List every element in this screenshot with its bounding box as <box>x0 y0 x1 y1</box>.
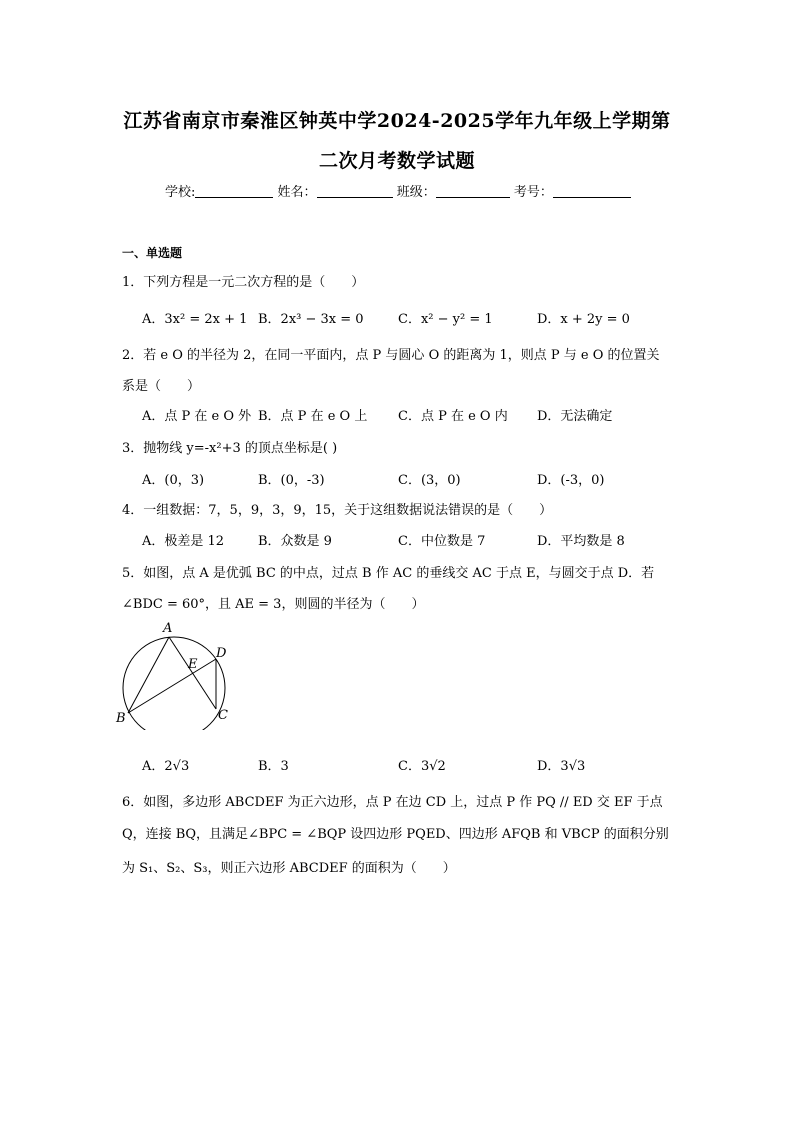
q2-option-d: D．无法确定 <box>537 409 613 424</box>
q6-stem-line2: Q，连接 BQ，且满足∠BPC = ∠BQP 设四边形 PQED、四边形 AFQB 和 VBCP 的面积分别 <box>122 827 669 842</box>
number-label: 考号： <box>513 185 553 200</box>
class-blank <box>436 184 510 198</box>
q4-option-c: C．中位数是 7 <box>398 534 486 549</box>
q5-label-e: E <box>188 657 198 672</box>
q4-option-d: D．平均数是 8 <box>537 534 625 549</box>
q2-stem-line2: 系是（ ） <box>122 379 201 394</box>
q6-stem-line1: 6．如图，多边形 ABCDEF 为正六边形，点 P 在边 CD 上，过点 P 作 PQ // ED 交 EF 于点 <box>122 795 663 810</box>
section-heading: 一、单选题 <box>122 246 183 260</box>
q1-option-d: D．x + 2y = 0 <box>537 312 630 327</box>
q1-option-c: C．x² − y² = 1 <box>398 312 493 327</box>
school-blank <box>195 184 273 198</box>
q5-circle <box>123 637 225 730</box>
exam-title-line2: 二次月考数学试题 <box>318 150 475 172</box>
q1-stem: 1．下列方程是一元二次方程的是（ ） <box>122 275 365 290</box>
q3-option-d: D．(-3，0) <box>537 473 605 488</box>
q5-label-c: C <box>218 708 228 723</box>
q5-option-d: D．3√3 <box>537 759 586 774</box>
q2-stem-line1: 2．若 e O 的半径为 2，在同一平面内，点 P 与圆心 O 的距离为 1，则点 P 与 e O 的位置关 <box>122 348 660 363</box>
q2-option-a: A．点 P 在 e O 外 <box>142 409 252 424</box>
name-label: 姓名： <box>277 185 317 200</box>
q5-segment-bd <box>128 659 216 713</box>
q5-label-d: D <box>216 646 227 661</box>
q5-option-a: A．2√3 <box>142 759 190 774</box>
q2-option-c: C．点 P 在 e O 内 <box>398 409 508 424</box>
q5-segment-ab <box>128 637 169 713</box>
q5-stem-line2: ∠BDC = 60°，且 AE = 3，则圆的半径为（ ） <box>122 597 425 612</box>
q6-stem-line3: 为 S₁、S₂、S₃，则正六边形 ABCDEF 的面积为（ ） <box>122 861 456 876</box>
q3-option-b: B．(0，-3) <box>258 473 325 488</box>
q5-option-b: B．3 <box>258 759 289 774</box>
q3-option-c: C．(3，0) <box>398 473 461 488</box>
class-label: 班级： <box>396 185 436 200</box>
q5-label-b: B <box>116 711 126 726</box>
q1-option-a: A．3x² = 2x + 1 <box>142 312 248 327</box>
exam-title-line1: 江苏省南京市秦淮区钟英中学2024-2025学年九年级上学期第 <box>123 110 671 132</box>
q2-option-b: B．点 P 在 e O 上 <box>258 409 368 424</box>
student-info-row <box>165 181 631 200</box>
q3-stem: 3．抛物线 y=-x²+3 的顶点坐标是( ) <box>122 441 338 456</box>
q5-circle-figure <box>112 618 244 730</box>
q4-option-b: B．众数是 9 <box>258 534 332 549</box>
school-label: 学校: <box>165 185 196 200</box>
name-blank <box>317 184 393 198</box>
q5-stem-line1: 5．如图，点 A 是优弧 BC 的中点，过点 B 作 AC 的垂线交 AC 于点 E，与圆交于点 D．若 <box>122 566 655 581</box>
q3-option-a: A．(0，3) <box>142 473 205 488</box>
q5-label-a: A <box>163 621 173 636</box>
q4-stem: 4．一组数据：7，5，9，3，9，15，关于这组数据说法错误的是（ ） <box>122 503 553 518</box>
q1-option-b: B．2x³ − 3x = 0 <box>258 312 364 327</box>
q5-option-c: C．3√2 <box>398 759 446 774</box>
number-blank <box>553 184 631 198</box>
q4-option-a: A．极差是 12 <box>142 534 225 549</box>
